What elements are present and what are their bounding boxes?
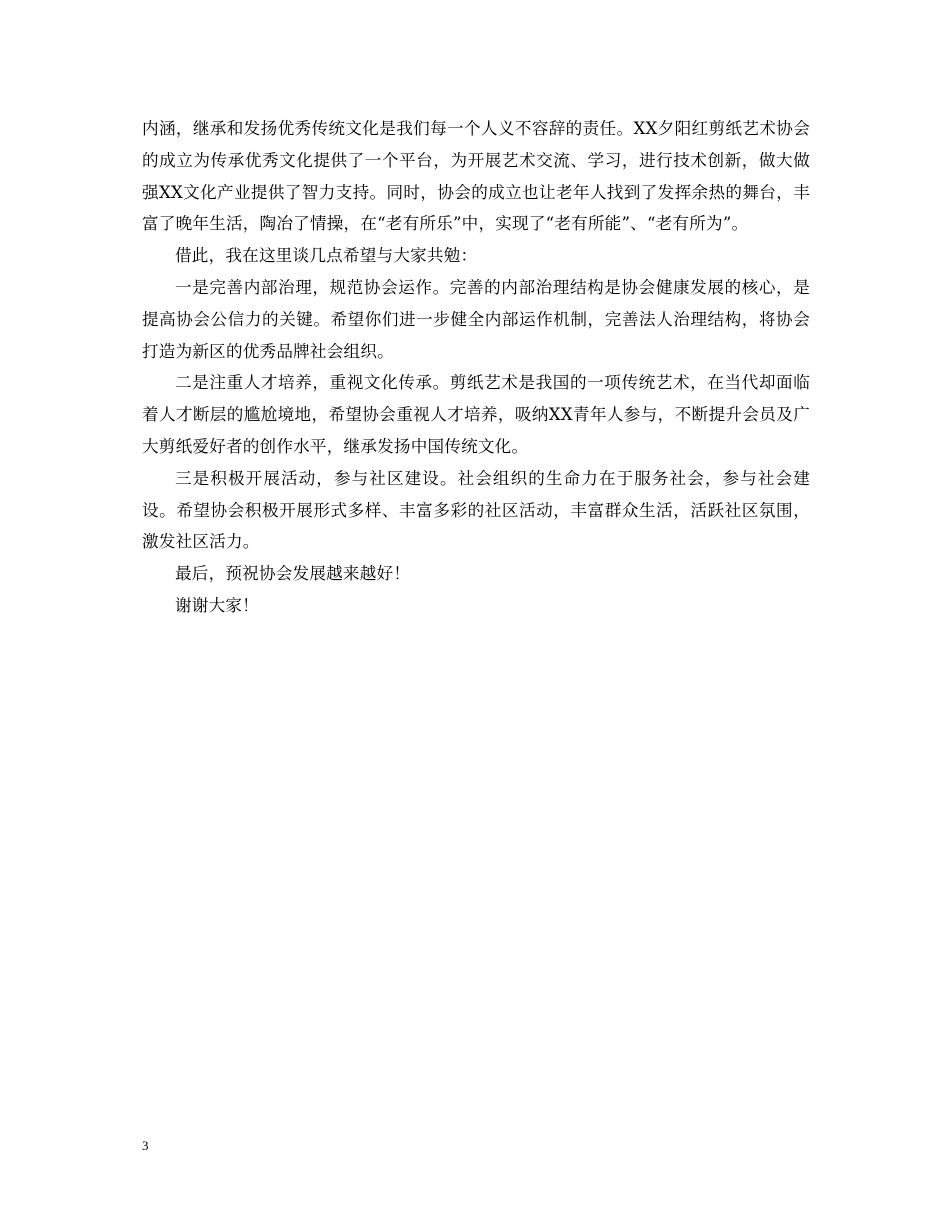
- paragraph-continuation: 内涵，继承和发扬优秀传统文化是我们每一个人义不容辞的责任。XX夕阳红剪纸艺术协会的成立为传承优秀文化提供了一个平台，为开展艺术交流、学习，进行技术创新，做大做强XX文化产业提供了智力支持。同时，协会的成立也让老年人找到了发挥余热的舞台，丰富了晚年生活，陶冶了情操，在“老有所乐”中，实现了“老有所能”、“老有所为”。: [142, 119, 810, 234]
- document-body: [142, 113, 810, 622]
- paragraph-intro: 借此，我在这里谈几点希望与大家共勉：: [175, 246, 478, 266]
- paragraph-point-three: 三是积极开展活动，参与社区建设。社会组织的生命力在于服务社会，参与社会建设。希望协会积极开展形式多样、丰富多彩的社区活动，丰富群众生活，活跃社区氛围，激发社区活力。: [142, 468, 810, 552]
- page-number: 3: [142, 1138, 149, 1153]
- paragraph-point-two: 二是注重人才培养，重视文化传承。剪纸艺术是我国的一项传统艺术，在当代却面临着人才断层的尴尬境地，希望协会重视人才培养，吸纳XX青年人参与，不断提升会员及广大剪纸爱好者的创作水平，继承发扬中国传统文化。: [142, 373, 810, 456]
- paragraph-point-one: 一是完善内部治理，规范协会运作。完善的内部治理结构是协会健康发展的核心，是提高协会公信力的关键。希望你们进一步健全内部运作机制，完善法人治理结构，将协会打造为新区的优秀品牌社会组织。: [142, 277, 810, 361]
- paragraph-closing-wish: 最后，预祝协会发展越来越好！: [175, 564, 411, 584]
- paragraph-thanks: 谢谢大家！: [175, 595, 259, 615]
